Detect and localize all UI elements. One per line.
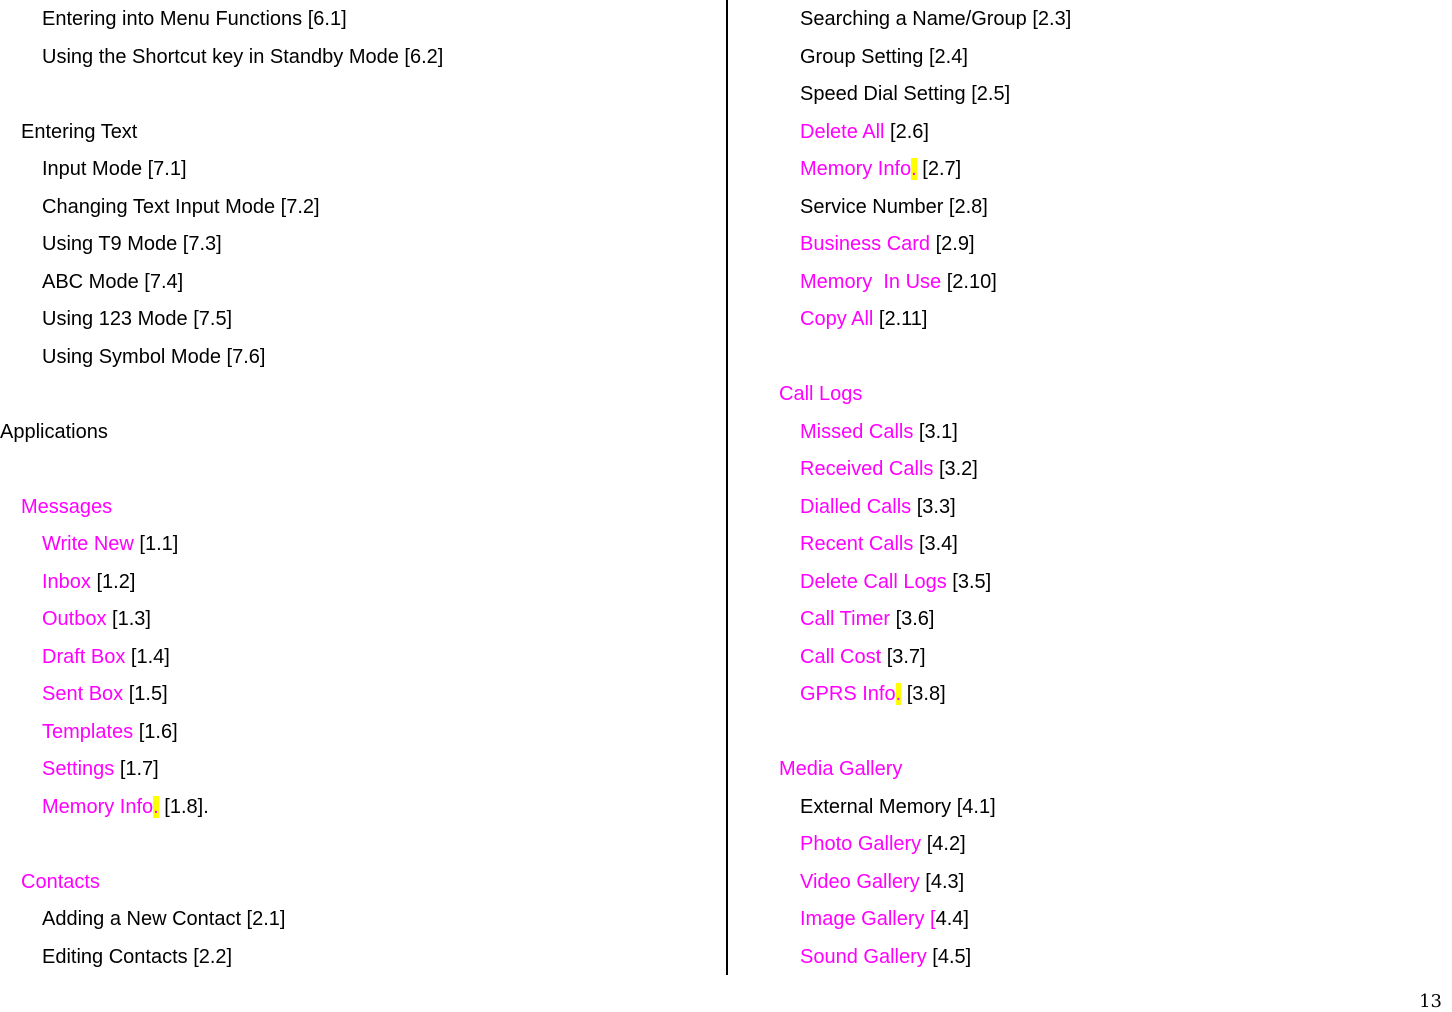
toc-entry xyxy=(42,645,170,669)
toc-text: Searching a Name/Group [2.3] xyxy=(800,8,1072,30)
toc-text: [1.2] xyxy=(90,570,136,593)
toc-text: [2.10] xyxy=(941,270,997,293)
toc-link-text: Templates xyxy=(42,720,134,743)
toc-entry xyxy=(42,45,443,69)
toc-link-text: Sound Gallery xyxy=(800,945,927,968)
toc-entry xyxy=(42,157,187,181)
toc-text: [4.5] xyxy=(926,945,972,968)
toc-heading xyxy=(0,420,108,444)
toc-entry xyxy=(800,307,928,331)
toc-link-text: Image Gallery [ xyxy=(800,908,936,930)
column-divider xyxy=(726,0,728,975)
toc-link-text: Recent Calls xyxy=(800,533,914,555)
toc-text: Speed Dial Setting [2.5] xyxy=(800,83,1011,105)
toc-entry xyxy=(800,945,971,969)
toc-entry xyxy=(800,532,958,556)
toc-link-text: GPRS Info xyxy=(800,683,896,705)
toc-entry xyxy=(42,532,178,556)
toc-text: [1.5] xyxy=(123,683,168,705)
toc-text: [1.3] xyxy=(106,608,151,630)
toc-entry xyxy=(800,120,929,144)
toc-link-text: Received Calls xyxy=(800,458,934,480)
toc-text: [4.3] xyxy=(919,870,965,893)
highlighted-period: . xyxy=(895,683,902,705)
toc-link-text: Delete All xyxy=(800,120,885,143)
toc-entry xyxy=(800,907,969,931)
toc-link-text: Memory In Use xyxy=(800,270,942,293)
toc-entry xyxy=(42,607,151,631)
toc-link-text: Write New xyxy=(42,533,134,555)
toc-text: [1.7] xyxy=(114,758,159,780)
toc-text: [1.8]. xyxy=(158,795,209,818)
toc-link-text: Sent Box xyxy=(42,683,124,705)
toc-text: [1.1] xyxy=(133,533,179,555)
toc-text: [3.3] xyxy=(911,495,956,518)
toc-text: ABC Mode [7.4] xyxy=(42,270,184,293)
toc-entry xyxy=(42,720,178,744)
toc-link-text: Delete Call Logs xyxy=(800,570,947,593)
toc-link-text: Photo Gallery xyxy=(800,833,922,855)
toc-link-text: Settings xyxy=(42,758,115,780)
toc-entry xyxy=(42,907,285,931)
toc-text: Using T9 Mode [7.3] xyxy=(42,233,222,255)
toc-entry xyxy=(800,457,978,481)
toc-heading xyxy=(21,120,137,144)
toc-entry xyxy=(42,345,265,369)
toc-heading xyxy=(21,495,112,519)
toc-text: Adding a New Contact [2.1] xyxy=(42,908,286,930)
toc-text: [4.2] xyxy=(921,833,966,855)
toc-entry xyxy=(42,682,168,706)
toc-text: Changing Text Input Mode [7.2] xyxy=(42,195,320,218)
toc-entry xyxy=(42,795,209,819)
toc-link-text: Memory Info xyxy=(800,158,912,180)
toc-entry xyxy=(42,757,159,781)
toc-entry xyxy=(42,570,135,594)
toc-heading xyxy=(21,870,100,894)
toc-link-text: Memory Info xyxy=(42,795,154,818)
toc-entry xyxy=(800,682,946,706)
toc-text: [1.6] xyxy=(133,720,178,743)
toc-entry xyxy=(800,45,968,69)
toc-entry xyxy=(800,570,991,594)
toc-text: [1.4] xyxy=(125,645,170,668)
toc-link-text: Call Timer xyxy=(800,608,891,630)
toc-link-text: Video Gallery xyxy=(800,870,920,893)
toc-text: Group Setting [2.4] xyxy=(800,45,968,68)
toc-entry xyxy=(800,495,956,519)
toc-link-text: Draft Box xyxy=(42,645,126,668)
toc-entry xyxy=(800,832,966,856)
toc-link-text: Call Logs xyxy=(779,383,863,405)
highlighted-period: . xyxy=(153,795,159,818)
toc-entry xyxy=(42,232,222,256)
toc-entry xyxy=(42,945,232,969)
toc-text: Applications xyxy=(0,420,108,443)
toc-link-text: Inbox xyxy=(42,570,91,593)
toc-entry xyxy=(800,270,997,294)
toc-text: [2.9] xyxy=(930,233,975,255)
toc-entry xyxy=(800,607,935,631)
toc-text: Input Mode [7.1] xyxy=(42,158,187,180)
toc-link-text: Media Gallery xyxy=(779,758,903,780)
toc-link-text: Contacts xyxy=(21,870,100,893)
toc-entry xyxy=(800,82,1010,106)
toc-text: [2.11] xyxy=(873,308,928,330)
toc-link-text: Outbox xyxy=(42,608,107,630)
toc-link-text: Copy All xyxy=(800,308,874,330)
toc-entry xyxy=(42,307,232,331)
toc-text: 4.4] xyxy=(935,908,969,930)
toc-text: Using 123 Mode [7.5] xyxy=(42,308,233,330)
toc-text: [2.7] xyxy=(916,158,962,180)
toc-text: Editing Contacts [2.2] xyxy=(42,945,233,968)
toc-link-text: Call Cost xyxy=(800,645,882,668)
toc-entry xyxy=(800,420,958,444)
toc-link-text: Messages xyxy=(21,495,113,518)
toc-entry xyxy=(800,195,988,219)
toc-text: [3.6] xyxy=(890,608,935,630)
toc-entry xyxy=(800,870,964,894)
toc-text: [3.7] xyxy=(881,645,926,668)
toc-text: External Memory [4.1] xyxy=(800,795,996,818)
toc-entry xyxy=(800,7,1071,31)
toc-heading xyxy=(779,382,862,406)
toc-text: [2.6] xyxy=(884,120,929,143)
toc-entry xyxy=(42,195,320,219)
toc-entry xyxy=(42,7,347,31)
toc-text: [3.4] xyxy=(913,533,958,555)
toc-text: Using the Shortcut key in Standby Mode [6.2] xyxy=(42,45,444,68)
toc-link-text: Dialled Calls xyxy=(800,495,912,518)
toc-text: Entering into Menu Functions [6.1] xyxy=(42,8,347,30)
toc-text: Using Symbol Mode [7.6] xyxy=(42,345,266,368)
toc-entry xyxy=(800,795,996,819)
toc-heading xyxy=(779,757,902,781)
toc-text: [3.8] xyxy=(901,683,946,705)
toc-text: [3.1] xyxy=(913,420,958,443)
toc-entry xyxy=(800,232,975,256)
toc-link-text: Business Card xyxy=(800,233,931,255)
toc-entry xyxy=(800,157,961,181)
highlighted-period: . xyxy=(911,158,917,180)
page-number: 13 xyxy=(1419,991,1442,1012)
toc-entry xyxy=(42,270,183,294)
toc-link-text: Missed Calls xyxy=(800,420,914,443)
toc-text: [3.5] xyxy=(946,570,992,593)
toc-text: Entering Text xyxy=(21,120,138,143)
toc-entry xyxy=(800,645,926,669)
toc-text: Service Number [2.8] xyxy=(800,195,988,218)
toc-text: [3.2] xyxy=(933,458,978,480)
